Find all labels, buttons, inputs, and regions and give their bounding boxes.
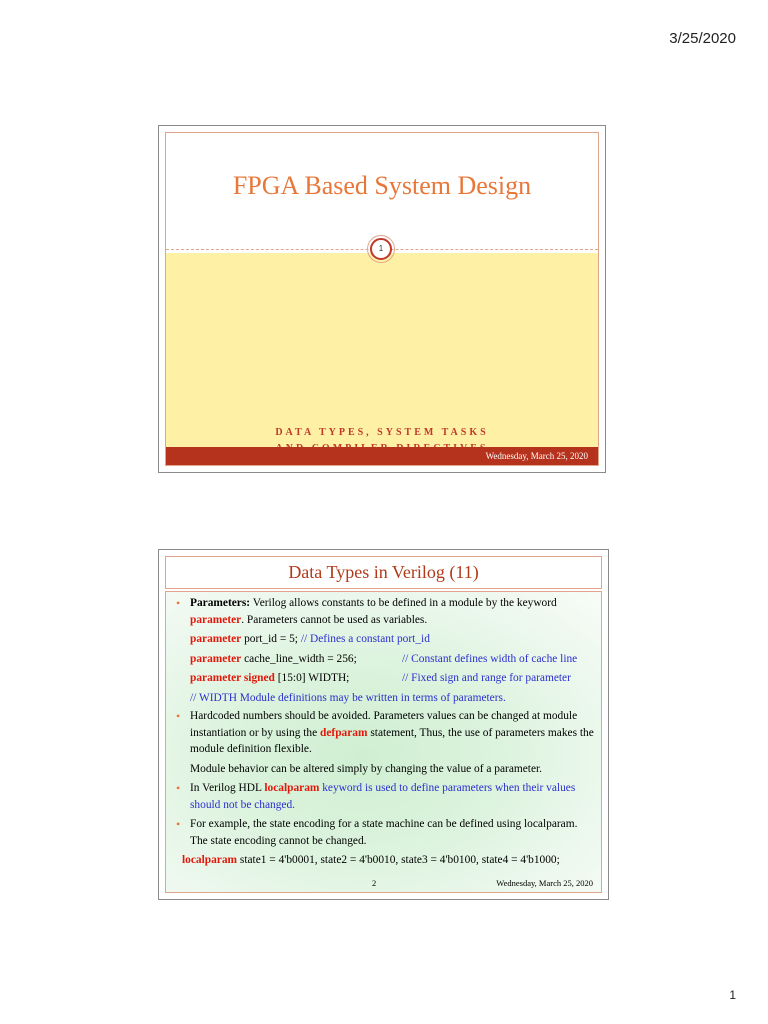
bullet-text: statement, Thus, the use of parameters makes the module definition flexible. [190,726,594,755]
slide-2-footer [166,876,601,890]
code-comment: // Fixed sign and range for parameter [402,672,571,684]
bullet-localparam [172,780,597,813]
bullet-text: keyword is used to define parameters when their values should not be changed. [190,782,576,811]
slide-2-content [165,591,602,893]
slide-1-footer [166,447,598,465]
keyword: defparam [320,726,368,739]
bullet-text: Verilog allows constants to be defined in a module by the keyword [250,597,557,609]
code: cache_line_width = 256; [241,652,357,665]
code: state1 = 4'b0001, state2 = 4'b0010, state3 = 4'b0100, state4 = 4'b1000; [237,854,560,866]
keyword: localparam [264,782,320,794]
slide-2-number: 2 [372,878,377,888]
slide-2-body [172,595,597,869]
bullet-text: In Verilog HDL [190,782,265,794]
code-comment: // Constant defines width of cache line [402,652,578,665]
bullet-example: • For example, the state encoding for a state machine can be defined using localparam. The state encoding cannot be changed. [172,816,597,849]
slide-1-subtitle-line-1: DATA TYPES, SYSTEM TASKS [275,427,489,438]
keyword: parameter [190,613,242,626]
keyword: parameter [190,652,242,665]
slide-2 [158,549,609,900]
code-line [172,631,597,648]
slide-2-title: Data Types in Verilog (11) [165,556,602,589]
slide-2-footer-date: Wednesday, March 25, 2020 [496,878,593,888]
slide-1-subtitle-panel [166,253,598,447]
code: [15:0] WIDTH; [274,672,350,684]
slide-1 [158,125,606,473]
code-line [172,670,597,687]
bullet-hardcoded [172,708,597,758]
bullet-parameters [172,595,597,628]
keyword: parameter signed [190,672,275,684]
page-number: 1 [729,988,736,1002]
code-comment: // WIDTH Module definitions may be written in terms of parameters. [190,691,506,704]
page-date: 3/25/2020 [669,30,736,47]
bullet-label: Parameters: [190,597,251,609]
bullet-text: . Parameters cannot be used as variables. [241,613,428,626]
bullet-text: Hardcoded numbers should be avoided. Parameters values can be changed at module instantiation or by using the [190,710,578,739]
keyword: parameter [190,633,242,645]
code: port_id = 5; [241,633,301,645]
slide-1-number-badge: 1 [370,238,392,260]
slide-1-footer-date: Wednesday, March 25, 2020 [485,451,588,461]
bullet-subtext: Module behavior can be altered simply by changing the value of a parameter. [190,762,543,775]
slide-1-frame [165,132,599,466]
code-line [172,852,597,869]
code-line [172,651,597,668]
keyword: localparam [182,854,238,866]
slide-1-title: FPGA Based System Design [232,171,532,200]
code-comment: // Defines a constant port_id [300,633,430,645]
